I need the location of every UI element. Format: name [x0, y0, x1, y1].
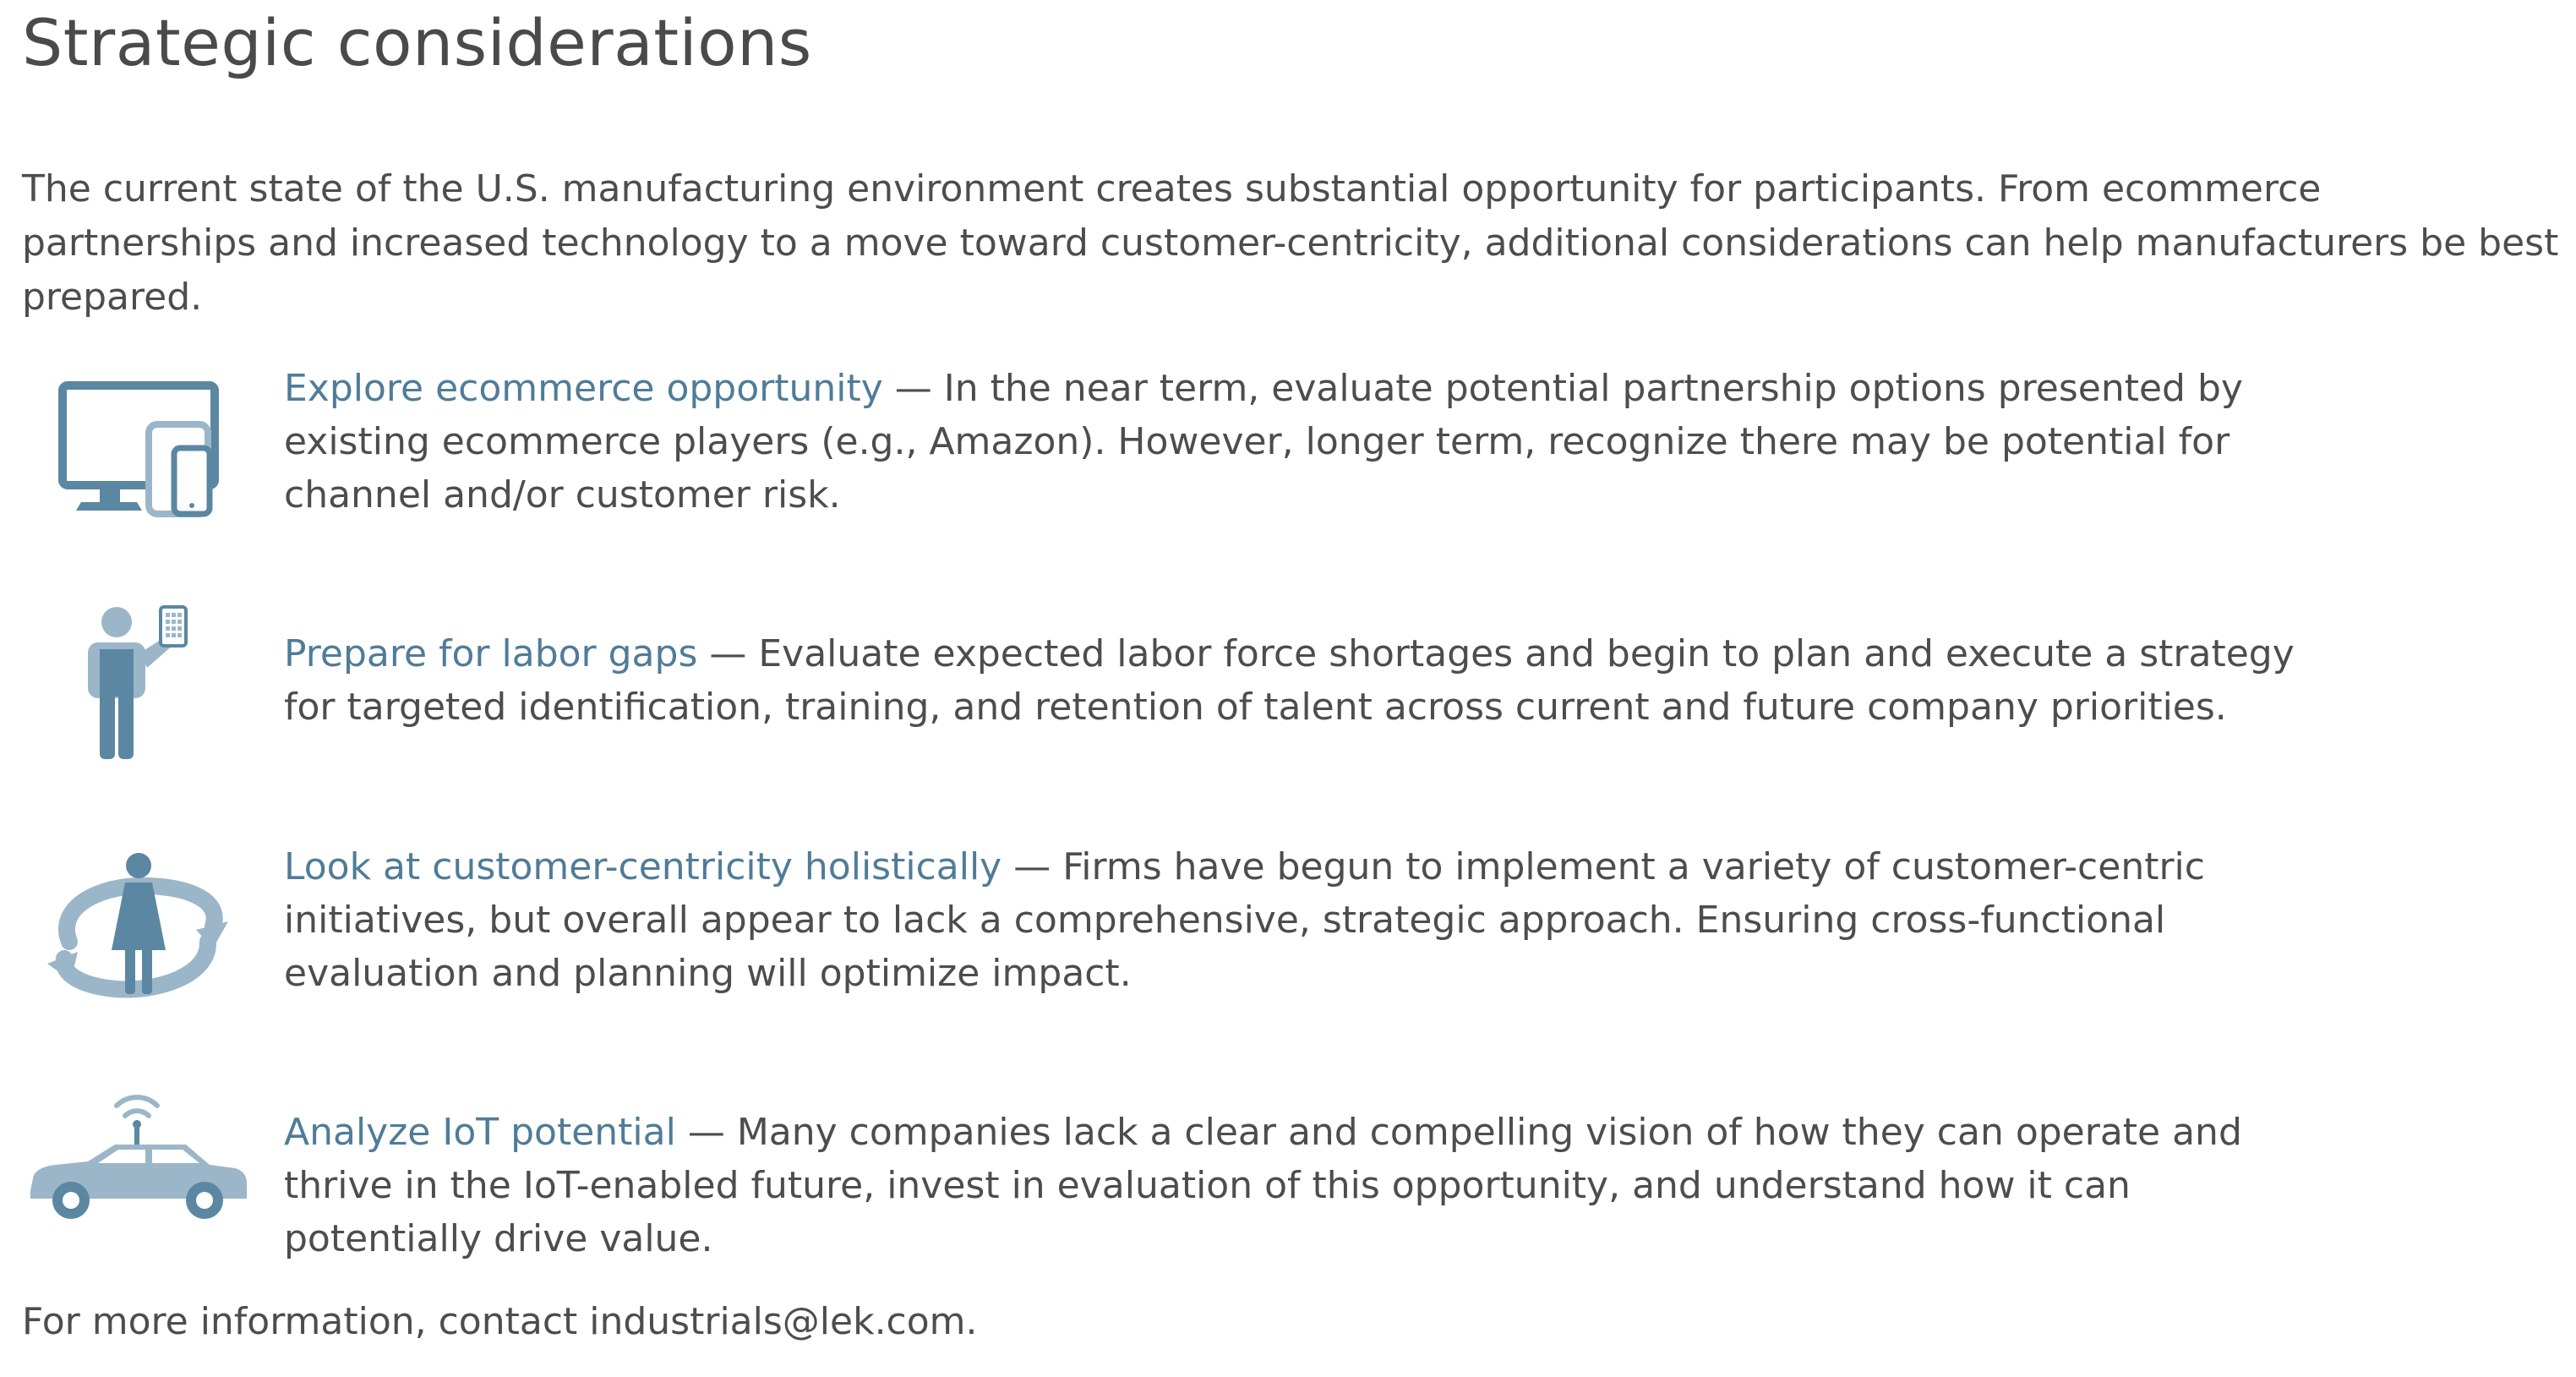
intro-paragraph: The current state of the U.S. manufacturing environment creates substantial opportunity for participants. From ecommerce partnerships and increased technology to a move toward customer-centricity, additional considerations can help manufacturers be best prepared.: [22, 167, 2559, 319]
consideration-body: Many companies lack a clear and compelling vision of how they can operate and thrive in the IoT-enabled future, invest in evaluation of this opportunity, and understand how it can potentially drive value.: [284, 1111, 2242, 1260]
consideration-heading: Explore ecommerce opportunity: [284, 367, 883, 410]
consideration-text: [284, 1106, 2329, 1265]
devices-icon: [22, 370, 255, 522]
consideration-heading: Analyze IoT potential: [284, 1111, 676, 1154]
consideration-text: [284, 362, 2329, 522]
consideration-body: Firms have begun to implement a variety of customer-centric initiatives, but overall appear to lack a comprehensive, strategic approach. Ensuring cross-functional evaluation and planning will optimize impact.: [284, 845, 2205, 995]
consideration-text: [284, 840, 2329, 1000]
consideration-body: Evaluate expected labor force shortages and begin to plan and execute a strategy for targeted identification, training, and retention of talent across current and future company priorities.: [284, 632, 2295, 729]
consideration-text: [284, 627, 2329, 734]
separator: —: [1001, 845, 1063, 888]
page-title: Strategic considerations: [22, 5, 812, 80]
consideration-heading: Look at customer-centricity holistically: [284, 845, 1002, 888]
worker-with-tablet-icon: [22, 602, 255, 762]
connected-car-icon: [22, 1080, 255, 1232]
separator: —: [675, 1111, 737, 1154]
consideration-body: In the near term, evaluate potential partnership options presented by existing ecommerce players (e.g., Amazon). However, longer term, recognize there may be potential for channel and/or customer risk.: [284, 367, 2243, 516]
separator: —: [882, 367, 944, 410]
consideration-heading: Prepare for labor gaps: [284, 632, 698, 675]
contact-footer: For more information, contact industrials@lek.com.: [22, 1300, 978, 1343]
separator: —: [697, 632, 759, 675]
customer-cycle-icon: [22, 849, 255, 1001]
